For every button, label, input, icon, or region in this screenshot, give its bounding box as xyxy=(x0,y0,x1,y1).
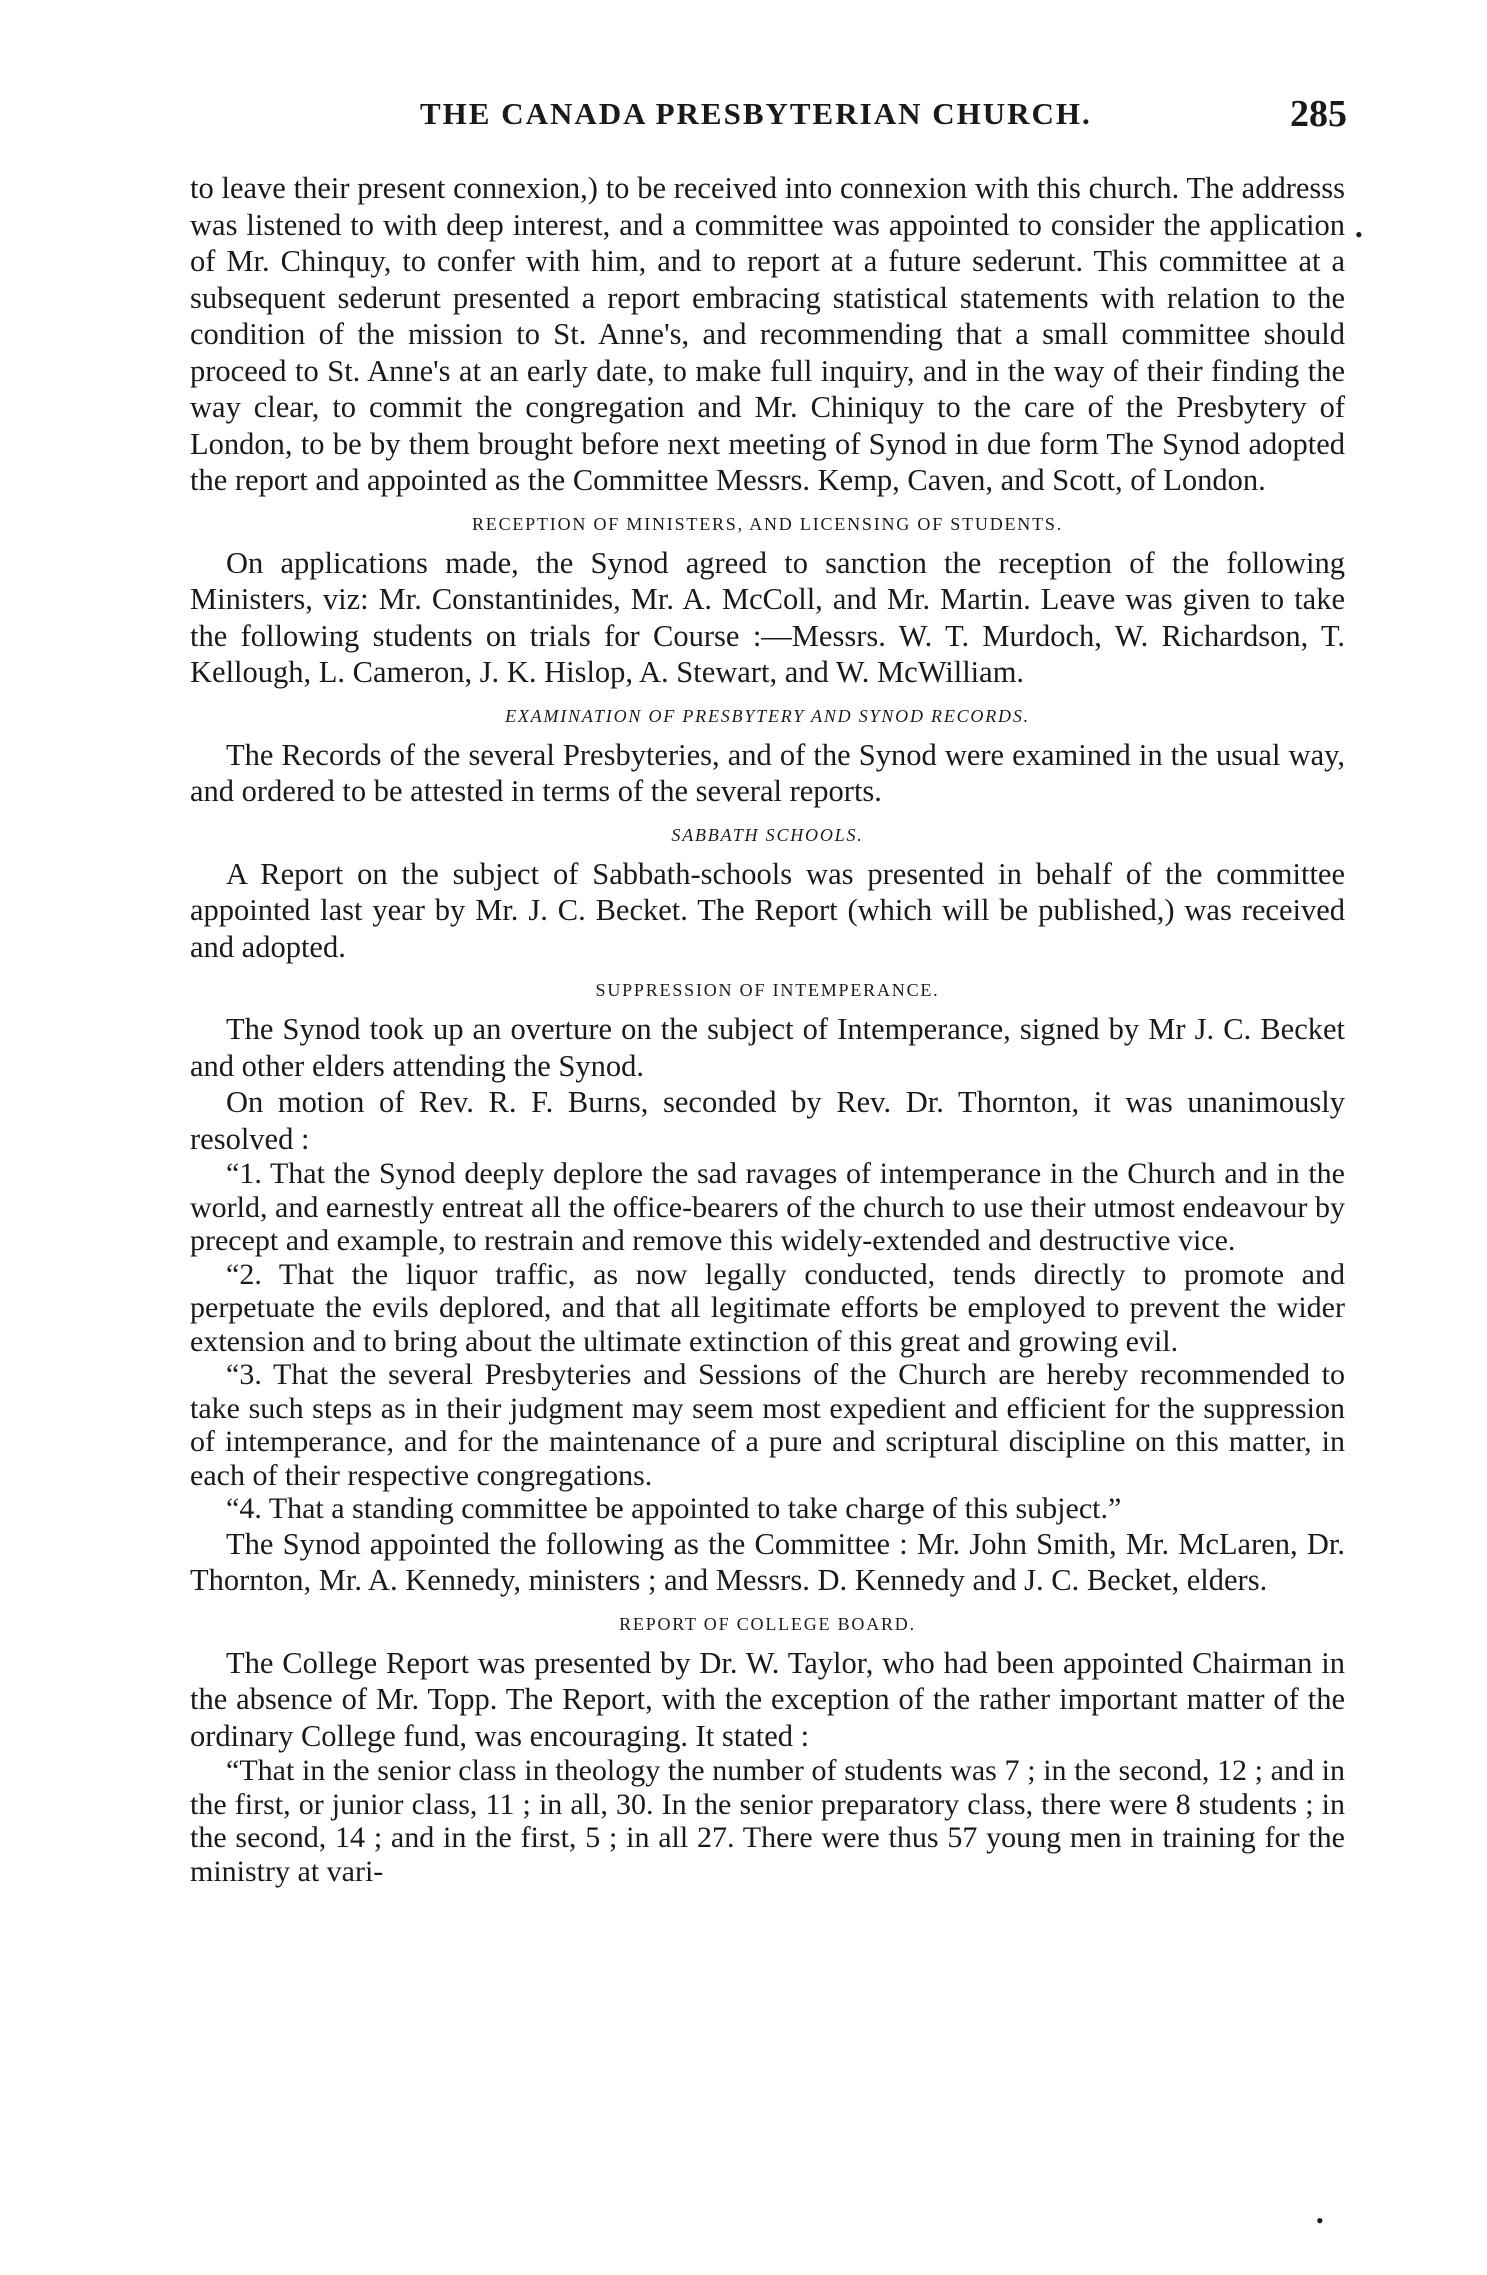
paragraph-college-report: The College Report was presented by Dr. W. Taylor, who had been appointed Chairman in the absence of Mr. Topp. The Report, with the exception of the rather important matter of the ordinary College fund, was encouraging. It stated : xyxy=(190,1645,1345,1753)
paragraph-college-report-quote: “That in the senior class in theology the number of students was 7 ; in the second, 12 ; and in the first, or junior class, 11 ; in all, 30. In the senior preparatory class, there were 8 students ; in the second, 14 ; and in the first, 5 ; in all 27. There were thus 57 young men in training for the ministry at vari- xyxy=(190,1754,1345,1888)
running-head xyxy=(190,93,1347,146)
paragraph-chiniquy-application: to leave their present connexion,) to be received into connexion with this church. The addresss was listened to with deep interest, and a committee was appointed to consider the application of Mr. Chinquy, to confer with him, and to report at a future sederunt. This committee at a subsequent sederunt presented a report embracing statistical statements with relation to the condition of the mission to St. Anne's, and recommending that a small committee should proceed to St. Anne's at an early date, to make full inquiry, and in the way of their finding the way clear, to commit the congregation and Mr. Chiniquy to the care of the Presbytery of London, to be by them brought before next meeting of Synod in due form The Synod adopted the report and appointed as the Committee Messrs. Kemp, Caven, and Scott, of London. xyxy=(190,171,1345,497)
page-number: 285 xyxy=(1290,93,1347,135)
paragraph-motion-intemperance: On motion of Rev. R. F. Burns, seconded by Rev. Dr. Thornton, it was unanimously resolved : xyxy=(190,1085,1345,1156)
heading-sabbath-schools: SABBATH SCHOOLS. xyxy=(671,824,864,845)
paragraph-overture-intemperance: The Synod took up an overture on the subject of Intemperance, signed by Mr J. C. Becket and other elders attending the Synod. xyxy=(190,1012,1345,1083)
resolution-4: “4. That a standing committee be appointed to take charge of this subject.” xyxy=(226,1492,1122,1525)
body-text xyxy=(190,170,1345,1888)
heading-report-of-college-board: REPORT OF COLLEGE BOARD. xyxy=(619,1613,916,1634)
heading-reception-of-ministers: RECEPTION OF MINISTERS, AND LICENSING OF STUDENTS. xyxy=(471,513,1064,534)
margin-dot-mark: • xyxy=(1355,222,1363,247)
resolution-3: “3. That the several Presbyteries and Sessions of the Church are hereby recommended to take such steps as in their judgment may seem most expedient and efficient for the suppression of intemperance, and for the maintenance of a pure and scriptural discipline on this matter, in each of their respective congregations. xyxy=(190,1358,1345,1492)
paragraph-reception-of-ministers: On applications made, the Synod agreed to sanction the reception of the following Ministers, viz: Mr. Constantinides, Mr. A. McColl, and Mr. Martin. Leave was given to take the following students on trials for Course :—Messrs. W. T. Murdoch, W. Richardson, T. Kellough, L. Cameron, J. K. Hislop, A. Stewart, and W. McWilliam. xyxy=(190,545,1345,689)
heading-suppression-of-intemperance: SUPPRESSION OF INTEMPERANCE. xyxy=(595,980,940,1000)
paragraph-intemperance-committee: The Synod appointed the following as the Committee : Mr. John Smith, Mr. McLaren, Dr. Thornton, Mr. A. Kennedy, ministers ; and Messrs. D. Kennedy and J. C. Becket, elders. xyxy=(190,1526,1345,1597)
resolution-1: “1. That the Synod deeply deplore the sad ravages of intemperance in the Church and in the world, and earnestly entreat all the office-bearers of the church to use their utmost endeavour by precept and example, to restrain and remove this widely-extended and destructive vice. xyxy=(190,1157,1345,1257)
heading-examination-of-records: EXAMINATION OF PRESBYTERY AND SYNOD RECORDS. xyxy=(505,705,1030,726)
running-title: THE CANADA PRESBYTERIAN CHURCH. xyxy=(420,96,1092,131)
resolution-2: “2. That the liquor traffic, as now legally conducted, tends directly to promote and perpetuate the evils deplored, and that all legitimate efforts be employed to prevent the wider extension and to bring about the ultimate extinction of this great and growing evil. xyxy=(190,1257,1345,1358)
paragraph-sabbath-schools: A Report on the subject of Sabbath-schools was presented in behalf of the committee appointed last year by Mr. J. C. Becket. The Report (which will be published,) was received and adopted. xyxy=(190,856,1345,964)
bottom-dot-mark: • xyxy=(1316,2208,1324,2233)
paragraph-examination-of-records: The Records of the several Presbyteries, and of the Synod were examined in the usual way, and ordered to be attested in terms of the several reports. xyxy=(190,737,1345,808)
